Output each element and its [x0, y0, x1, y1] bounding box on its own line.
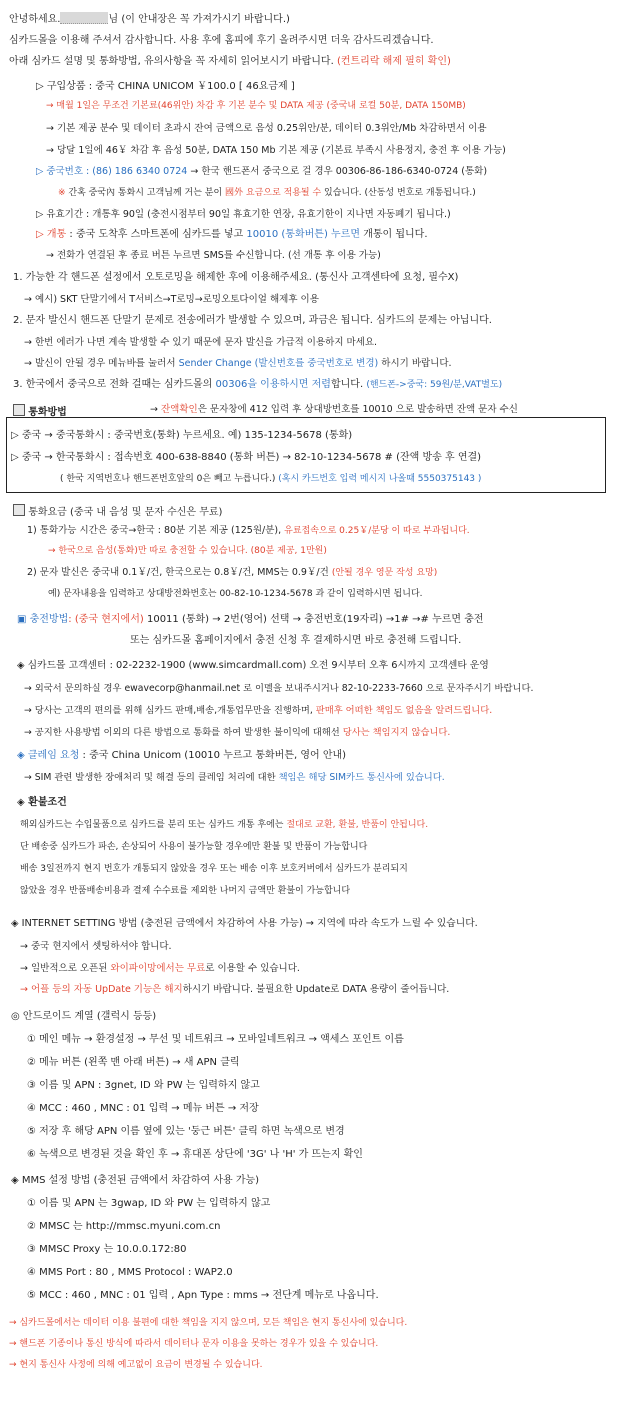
square-bullet-icon	[13, 404, 25, 416]
note-00306: 3. 한국에서 중국으로 전화 걸때는 심카드몰의 00306을 이용하시면 저렴합니다. (핸드폰->중국: 59원/분,VAT별도)	[13, 379, 503, 390]
android-heading: ◎ 안드로이드 계열 (갤럭시 등등)	[11, 1011, 157, 1022]
fee-sms-example: 예) 문자내용을 입력하고 상대방전화번호는 00-82-10-1234-5678 과 같이 입력하시면 됩니다.	[48, 589, 423, 599]
call-china-to-china: ▷ 중국 → 중국통화시 : 중국번호(통화) 누르세요. 예) 135-1234-5678 (통화)	[11, 430, 353, 441]
refund-rule-3: 배송 3일전까지 현지 번호가 개통되지 않았을 경우 또는 배송 이후 보호커버에서 심카드가 분리되지	[20, 864, 408, 874]
call-korea-tip: ( 한국 지역번호나 핸드폰번호앞의 0은 빼고 누릅니다.) (혹시 카드번호 입력 메시지 나올때 5550375143 )	[60, 474, 482, 484]
internet-setting-autoupdate: → 어플 등의 자동 UpDate 기능은 해지하시기 바랍니다. 불필요한 Update로 DATA 용량이 줄어듭니다.	[20, 984, 450, 995]
internet-setting-heading: ◈ INTERNET SETTING 방법 (충전된 금액에서 차감하여 사용 가능) → 지역에 따라 속도가 느릴 수 있습니다.	[11, 918, 478, 929]
refund-rule-1: 해외심카드는 수입물품으로 심카드를 분리 또는 심카드 개통 후에는 절대로 교환, 환불, 반품이 안됩니다.	[20, 820, 429, 830]
mms-step: ③ MMSC Proxy 는 10.0.0.172:80	[27, 1244, 187, 1255]
footer-note-1: → 심카드몰에서는 데이터 이용 불편에 대한 책임을 지지 않으며, 모든 책임은 현지 통신사에 있습니다.	[9, 1318, 408, 1328]
support-disclaimer-line: → 당사는 고객의 편의를 위해 심카드 판매,배송,개통업무만을 진행하며, 판매후 어떠한 책임도 없음을 알려드립니다.	[24, 705, 493, 716]
thanks-line: 심카드몰을 이용해 주셔서 감사합니다. 사용 후에 홈피에 후기 올려주시면 더욱 감사드리겠습니다.	[9, 35, 434, 46]
china-number-line: ▷ 중국번호 : (86) 186 6340 0724 → 한국 핸드폰서 중국으로 걸 경우 00306-86-186-6340-0724 (통화)	[36, 166, 488, 177]
fee-heading: 통화요금 (중국 내 음성 및 문자 수신은 무료)	[13, 504, 222, 520]
internet-setting-wifi: → 일반적으로 오픈된 와이파이망에서는 무료로 이용할 수 있습니다.	[20, 963, 300, 974]
android-step: ② 메뉴 버튼 (왼쪽 맨 아래 버튼) → 새 APN 클릭	[27, 1057, 240, 1068]
validity-line: ▷ 유효기간 : 개통후 90일 (충전시점부터 90일 휴효기한 연장, 유효기한이 지나면 자동폐기 됩니다.)	[36, 209, 451, 220]
charge-online-line: 또는 심카드몰 홈페이지에서 충전 신청 후 결제하시면 바로 충전해 드립니다.	[130, 635, 462, 646]
balance-check-note: → 잔액확인은 문자창에 412 입력 후 상대방번호를 10010 으로 발송하면 잔액 문자 수신	[150, 404, 518, 415]
refund-rule-4: 않았을 경우 반품배송비용과 결제 수수료를 제외한 나머지 금액만 환불이 가능합니다	[20, 886, 351, 896]
refund-rule-2: 단 배송중 심카드가 파손, 손상되어 사용이 불가능할 경우에만 환불 및 반품이 가능합니다	[20, 842, 368, 852]
note-auto-roaming: 1. 가능한 각 핸드폰 설정에서 오토로밍을 해제한 후에 이용해주세요. (통신사 고객센타에 요청, 필수X)	[13, 272, 459, 283]
call-method-heading: 통화방법	[13, 404, 67, 420]
redacted-customer-name	[60, 12, 108, 24]
foreign-rate-note: ※ 간혹 중국內 통화시 고객님께 거는 분이 國外 요금으로 적용될 수 있습니다. (산동성 번호로 개통됩니다.)	[58, 188, 476, 198]
android-step: ⑥ 녹색으로 변경된 것을 확인 후 → 휴대폰 상단에 '3G' 나 'H' 가 뜨는지 확인	[27, 1149, 363, 1160]
android-step: ④ MCC : 460 , MNC : 01 입력 → 메뉴 버튼 → 저장	[27, 1103, 259, 1114]
read-carefully-line: 아래 심카드 설명 및 통화방법, 유의사항을 꼭 자세히 읽어보시기 바랍니다. (컨트리락 해제 필히 확인)	[9, 56, 451, 67]
mms-step: ⑤ MCC : 460 , MNC : 01 입력 , Apn Type : mms → 전단계 메뉴로 나옵니다.	[27, 1290, 379, 1301]
fee-sms: 2) 문자 발신은 중국내 0.1￥/건, 한국으로는 0.8￥/건, MMS는 0.9￥/건 (안될 경우 영문 작성 요망)	[27, 567, 438, 578]
activation-line: ▷ 개통 : 중국 도착후 스마트폰에 심카드를 넣고 10010 (통화버튼) 누르면 개통이 됩니다.	[36, 229, 428, 240]
overage-note: → 기본 제공 분수 및 데이터 초과시 잔여 금액으로 음성 0.25위안/분, 데이터 0.3위안/Mb 차감하면서 이용	[46, 123, 487, 134]
support-center-line: ◈ 심카드몰 고객센터 : 02-2232-1900 (www.simcardmall.com) 오전 9시부터 오후 6시까지 고객센타 운영	[17, 660, 489, 671]
daily-deduction-note: → 당달 1일에 46￥ 차감 후 음성 50분, DATA 150 Mb 기본 제공 (기본료 부족시 사용정지, 충전 후 이용 가능)	[46, 145, 506, 156]
fee-voice: 1) 통화가능 시간은 중국→한국 : 80분 기본 제공 (125원/분), 유료접속으로 0.25￥/분당 이 따로 부과됩니다.	[27, 525, 470, 536]
fee-voice-recharge: → 한국으로 음성(통화)만 따로 충전할 수 있습니다. (80분 제공, 1만원)	[48, 546, 327, 556]
greeting-line: 안녕하세요. 님 (이 안내장은 꼭 가져가시기 바랍니다.)	[9, 14, 290, 25]
support-liability-line: → 공지한 사용방법 이외의 다른 방법으로 통화를 하여 발생한 불이익에 대해선 당사는 책임지지 않습니다.	[24, 727, 451, 738]
product-line: ▷ 구입상품 : 중국 CHINA UNICOM ￥100.0 [ 46요금제 ]	[36, 81, 295, 92]
footer-note-3: → 현지 통신사 사정에 의해 예고없이 요금이 변경될 수 있습니다.	[9, 1360, 263, 1370]
mms-step: ② MMSC 는 http://mmsc.myuni.com.cn	[27, 1221, 221, 1232]
footer-note-2: → 핸드폰 기종이나 통신 방식에 따라서 데이터나 문자 이용을 못하는 경우가 있을 수 있습니다.	[9, 1339, 379, 1349]
monthly-fee-note: → 매월 1일은 무조건 기본료(46위안) 차감 후 기본 분수 및 DATA 제공 (중국내 로컬 50분, DATA 150MB)	[46, 101, 466, 111]
refund-heading: ◈ 환불조건	[17, 797, 67, 808]
call-china-to-korea: ▷ 중국 → 한국통화시 : 접속번호 400-638-8840 (통화 버튼) → 82-10-1234-5678 # (잔액 방송 후 연결)	[11, 452, 482, 463]
note-sender-change: → 발신이 안될 경우 메뉴바를 눌러서 Sender Change (발신번호를 중국번호로 변경) 하시기 바랍니다.	[24, 358, 452, 369]
mms-step: ① 이름 및 APN 는 3gwap, ID 와 PW 는 입력하지 않고	[27, 1198, 271, 1209]
internet-setting-local: → 중국 현지에서 셋팅하셔야 합니다.	[20, 941, 172, 952]
claim-responsibility-line: → SIM 관련 발생한 장애처리 및 해결 등의 클레임 처리에 대한 책임은 해당 SIM카드 통신사에 있습니다.	[24, 772, 445, 783]
sms-receive-note: → 전화가 연결된 후 종료 버튼 누르면 SMS를 수신합니다. (선 개통 후 이용 가능)	[46, 250, 381, 261]
mms-step: ④ MMS Port : 80 , MMS Protocol : WAP2.0	[27, 1267, 233, 1278]
android-step: ⑤ 저장 후 해당 APN 이름 옆에 있는 '둥근 버튼' 클릭 하면 녹색으로 변경	[27, 1126, 345, 1137]
square-bullet-icon: ▣	[17, 614, 27, 625]
note-sms-error: 2. 문자 발신시 핸드폰 단말기 문제로 전송에러가 발생할 수 있으며, 과금은 됩니다. 심카드의 문제는 아닙니다.	[13, 315, 492, 326]
note-auto-roaming-example: → 예시) SKT 단말기에서 T서비스→T로밍→로밍오토다이얼 해제후 이용	[24, 294, 319, 305]
claim-line: ◈ 클레임 요청 : 중국 China Unicom (10010 누르고 통화버튼, 영어 안내)	[17, 750, 347, 761]
charge-method-line: ▣ 충전방법: (중국 현지에서) 10011 (통화) → 2번(영어) 선택 → 충전번호(19자리) →1# →# 누르면 충전	[17, 614, 484, 625]
mms-heading: ◈ MMS 설정 방법 (충전된 금액에서 차감하여 사용 가능)	[11, 1175, 260, 1186]
android-step: ① 메인 메뉴 → 환경설정 → 무선 및 네트워크 → 모바일네트워크 → 액세스 포인트 이름	[27, 1034, 404, 1045]
square-bullet-icon	[13, 504, 25, 516]
android-step: ③ 이름 및 APN : 3gnet, ID 와 PW 는 입력하지 않고	[27, 1080, 260, 1091]
note-sms-error-detail: → 한번 에러가 나면 계속 발생할 수 있기 때문에 문자 발신을 가급적 이용하지 마세요.	[24, 337, 378, 348]
support-email-line: → 외국서 문의하실 경우 ewavecorp@hanmail.net 로 이멜을 보내주시거나 82-10-2233-7660 으로 문자주시기 바랍니다.	[24, 683, 534, 694]
